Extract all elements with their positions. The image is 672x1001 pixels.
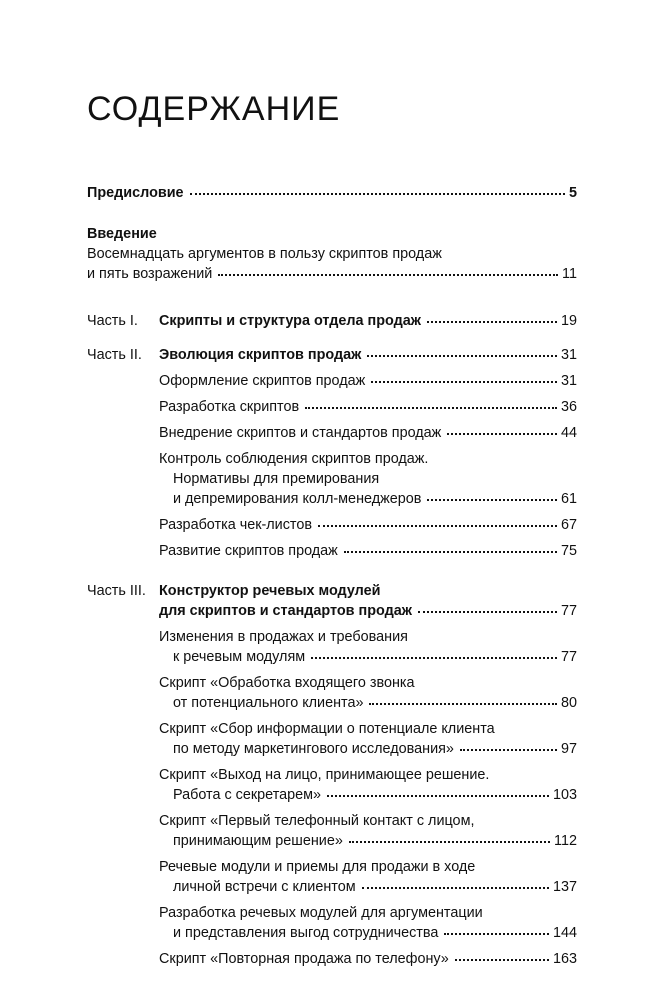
- chapter-title-line: и представления выгод сотрудничества: [173, 925, 439, 941]
- chapter-title: Развитие скриптов продаж: [159, 543, 338, 559]
- chapter-page: 137: [552, 879, 577, 895]
- toc-entry-page: 31: [560, 347, 577, 363]
- chapter-title-line: Изменения в продажах и требования: [159, 629, 408, 645]
- part-label: Часть III.: [87, 583, 146, 599]
- part-title: Эволюция скриптов продаж: [159, 347, 362, 363]
- chapter-title-line: Работа с секретарем»: [173, 787, 322, 803]
- dot-leader: [344, 551, 557, 553]
- chapter-page: 75: [560, 543, 577, 559]
- dot-leader: [349, 841, 550, 843]
- dot-leader: [362, 887, 549, 889]
- chapter-page: 97: [560, 741, 577, 757]
- chapter-title: Оформление скриптов продаж: [159, 373, 366, 389]
- toc-chapter[interactable]: [159, 673, 577, 713]
- chapter-page: 163: [552, 951, 577, 967]
- part-3-chapters: [159, 627, 577, 969]
- toc-chapter[interactable]: [159, 627, 577, 667]
- chapter-title-line: Речевые модули и приемы для продажи в ходе: [159, 859, 476, 875]
- chapter-title-line: Нормативы для премирования: [173, 471, 380, 487]
- table-of-contents: [87, 183, 577, 975]
- part-title-line: для скриптов и стандартов продаж: [159, 603, 412, 619]
- chapter-page: 31: [560, 373, 577, 389]
- toc-entry-title-line: и пять возражений: [87, 266, 213, 282]
- toc-entry-title: Предисловие: [87, 185, 184, 201]
- chapter-title: Разработка чек-листов: [159, 517, 312, 533]
- page-title: СОДЕРЖАНИЕ: [87, 90, 341, 128]
- chapter-page: 67: [560, 517, 577, 533]
- chapter-title-line: принимающим решение»: [173, 833, 343, 849]
- dot-leader: [455, 959, 549, 961]
- part-label: Часть I.: [87, 313, 138, 329]
- toc-part-1[interactable]: [87, 311, 577, 331]
- dot-leader: [371, 381, 557, 383]
- toc-entry-page: 77: [560, 603, 577, 619]
- chapter-title-line: от потенциального клиента»: [173, 695, 364, 711]
- toc-entry-page: 11: [562, 266, 577, 282]
- toc-chapter[interactable]: [159, 903, 577, 943]
- dot-leader: [311, 657, 557, 659]
- dot-leader: [447, 433, 557, 435]
- chapter-title: Внедрение скриптов и стандартов продаж: [159, 425, 442, 441]
- dot-leader: [427, 499, 557, 501]
- toc-chapter[interactable]: [159, 449, 577, 509]
- toc-chapter[interactable]: [159, 719, 577, 759]
- dot-leader: [444, 933, 549, 935]
- dot-leader: [327, 795, 549, 797]
- chapter-page: 103: [552, 787, 577, 803]
- toc-chapter[interactable]: [159, 857, 577, 897]
- toc-section-heading: Введение: [87, 226, 157, 242]
- toc-entry-preface[interactable]: [87, 183, 577, 203]
- dot-leader: [418, 611, 557, 613]
- dot-leader: [427, 321, 557, 323]
- dot-leader: [460, 749, 557, 751]
- part-2-chapters: [159, 371, 577, 561]
- toc-part-3[interactable]: [87, 581, 577, 621]
- toc-entry-page: 5: [568, 185, 577, 201]
- chapter-title-line: Скрипт «Сбор информации о потенциале клиента: [159, 721, 495, 737]
- chapter-page: 44: [560, 425, 577, 441]
- toc-entry-intro[interactable]: [87, 224, 577, 284]
- chapter-title-line: Скрипт «Обработка входящего звонка: [159, 675, 415, 691]
- toc-chapter[interactable]: [159, 371, 577, 391]
- dot-leader: [318, 525, 557, 527]
- chapter-title-line: и депремирования колл-менеджеров: [173, 491, 422, 507]
- chapter-title: Разработка скриптов: [159, 399, 300, 415]
- chapter-page: 80: [560, 695, 577, 711]
- chapter-title: Скрипт «Повторная продажа по телефону»: [159, 951, 449, 967]
- chapter-page: 77: [560, 649, 577, 665]
- toc-entry-page: 19: [560, 313, 577, 329]
- toc-entry-title-line: Восемнадцать аргументов в пользу скриптов продаж: [87, 246, 442, 262]
- toc-chapter[interactable]: [159, 397, 577, 417]
- dot-leader: [190, 193, 565, 195]
- chapter-page: 112: [554, 833, 577, 849]
- chapter-title-line: Скрипт «Первый телефонный контакт с лицом,: [159, 813, 475, 829]
- toc-chapter[interactable]: [159, 811, 577, 851]
- toc-chapter[interactable]: [159, 423, 577, 443]
- toc-chapter[interactable]: [159, 541, 577, 561]
- chapter-page: 144: [552, 925, 577, 941]
- part-title: Скрипты и структура отдела продаж: [159, 313, 421, 329]
- dot-leader: [305, 407, 557, 409]
- dot-leader: [367, 355, 557, 357]
- toc-chapter[interactable]: [159, 765, 577, 805]
- part-label: Часть II.: [87, 347, 142, 363]
- chapter-title-line: Скрипт «Выход на лицо, принимающее решение.: [159, 767, 490, 783]
- toc-part-2[interactable]: [87, 345, 577, 365]
- dot-leader: [369, 703, 557, 705]
- toc-chapter[interactable]: [159, 515, 577, 535]
- chapter-title-line: по методу маркетингового исследования»: [173, 741, 454, 757]
- chapter-title-line: личной встречи с клиентом: [173, 879, 356, 895]
- chapter-title-line: Контроль соблюдения скриптов продаж.: [159, 451, 429, 467]
- part-title-line: Конструктор речевых модулей: [159, 583, 381, 599]
- chapter-page: 61: [560, 491, 577, 507]
- chapter-title-line: к речевым модулям: [173, 649, 306, 665]
- dot-leader: [218, 274, 558, 276]
- chapter-title-line: Разработка речевых модулей для аргументации: [159, 905, 483, 921]
- toc-chapter[interactable]: [159, 949, 577, 969]
- chapter-page: 36: [560, 399, 577, 415]
